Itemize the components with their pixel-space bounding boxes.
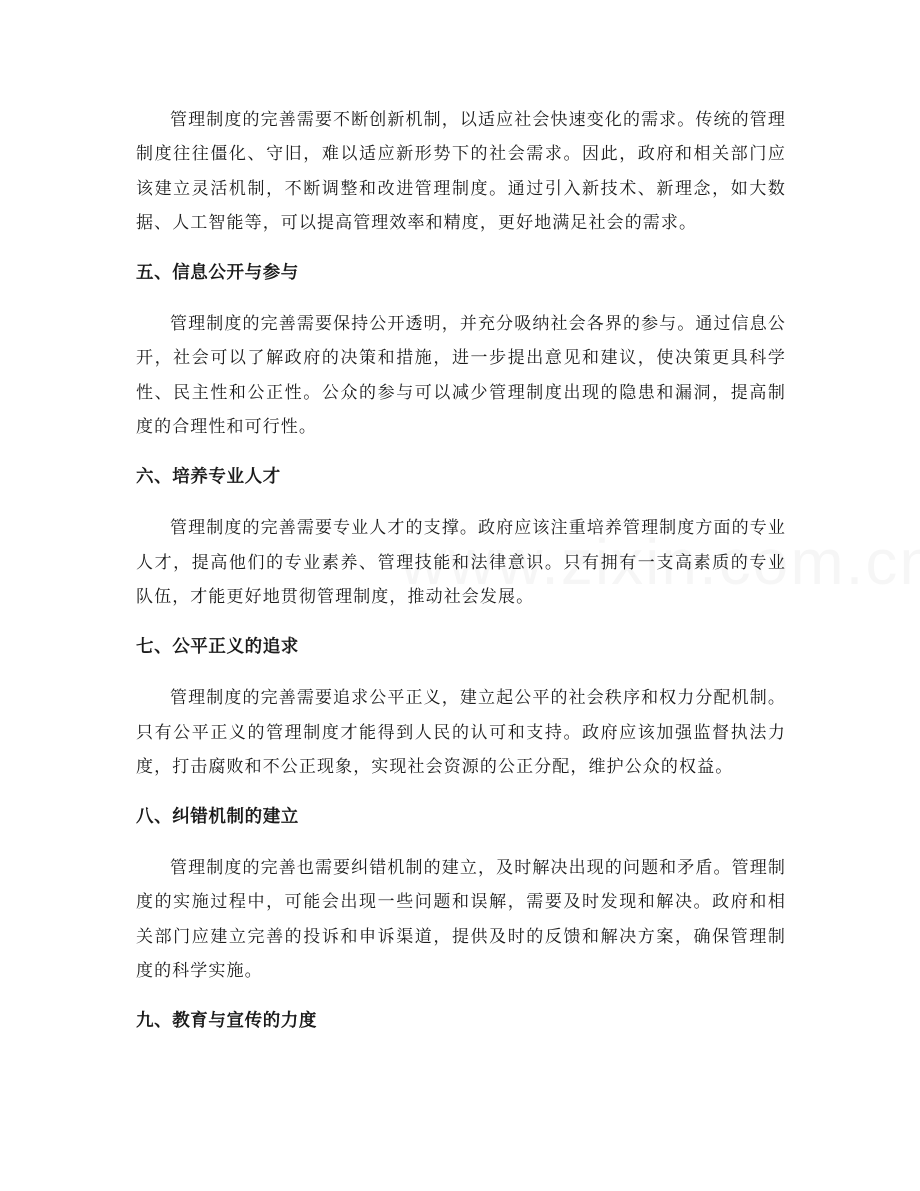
heading-section-7: 七、公平正义的追求 [136, 637, 299, 658]
heading-section-6: 六、培养专业人才 [136, 467, 281, 488]
paragraph-justice: 管理制度的完善需要追求公平正义，建立起公平的社会秩序和权力分配机制。只有公平正义的管理制度才能得到人民的认可和支持。政府应该加强监督执法力度，打击腐败和不公正现象，实现社会资源的公正分配，维护公众的权益。 [136, 688, 786, 777]
paragraph-talent: 管理制度的完善需要专业人才的支撑。政府应该注重培养管理制度方面的专业人才，提高他们的专业素养、管理技能和法律意识。只有拥有一支高素质的专业队伍，才能更好地贯彻管理制度，推动社会发展。 [136, 518, 786, 607]
paragraph-openness: 管理制度的完善需要保持公开透明，并充分吸纳社会各界的参与。通过信息公开，社会可以了解政府的决策和措施，进一步提出意见和建议，使决策更具科学性、民主性和公正性。公众的参与可以减少管理制度出现的隐患和漏洞，提高制度的合理性和可行性。 [136, 314, 786, 438]
document-body [136, 103, 786, 1038]
heading-section-5: 五、信息公开与参与 [136, 263, 299, 284]
heading-section-9: 九、教育与宣传的力度 [136, 1011, 317, 1032]
paragraph-innovation: 管理制度的完善需要不断创新机制，以适应社会快速变化的需求。传统的管理制度往往僵化、守旧，难以适应新形势下的社会需求。因此，政府和相关部门应该建立灵活机制，不断调整和改进管理制度。通过引入新技术、新理念，如大数据、人工智能等，可以提高管理效率和精度，更好地满足社会的需求。 [136, 110, 786, 233]
heading-section-8: 八、纠错机制的建立 [136, 807, 299, 828]
paragraph-correction: 管理制度的完善也需要纠错机制的建立，及时解决出现的问题和矛盾。管理制度的实施过程中，可能会出现一些问题和误解，需要及时发现和解决。政府和相关部门应建立完善的投诉和申诉渠道，提供及时的反馈和解决方案，确保管理制度的科学实施。 [136, 858, 786, 982]
